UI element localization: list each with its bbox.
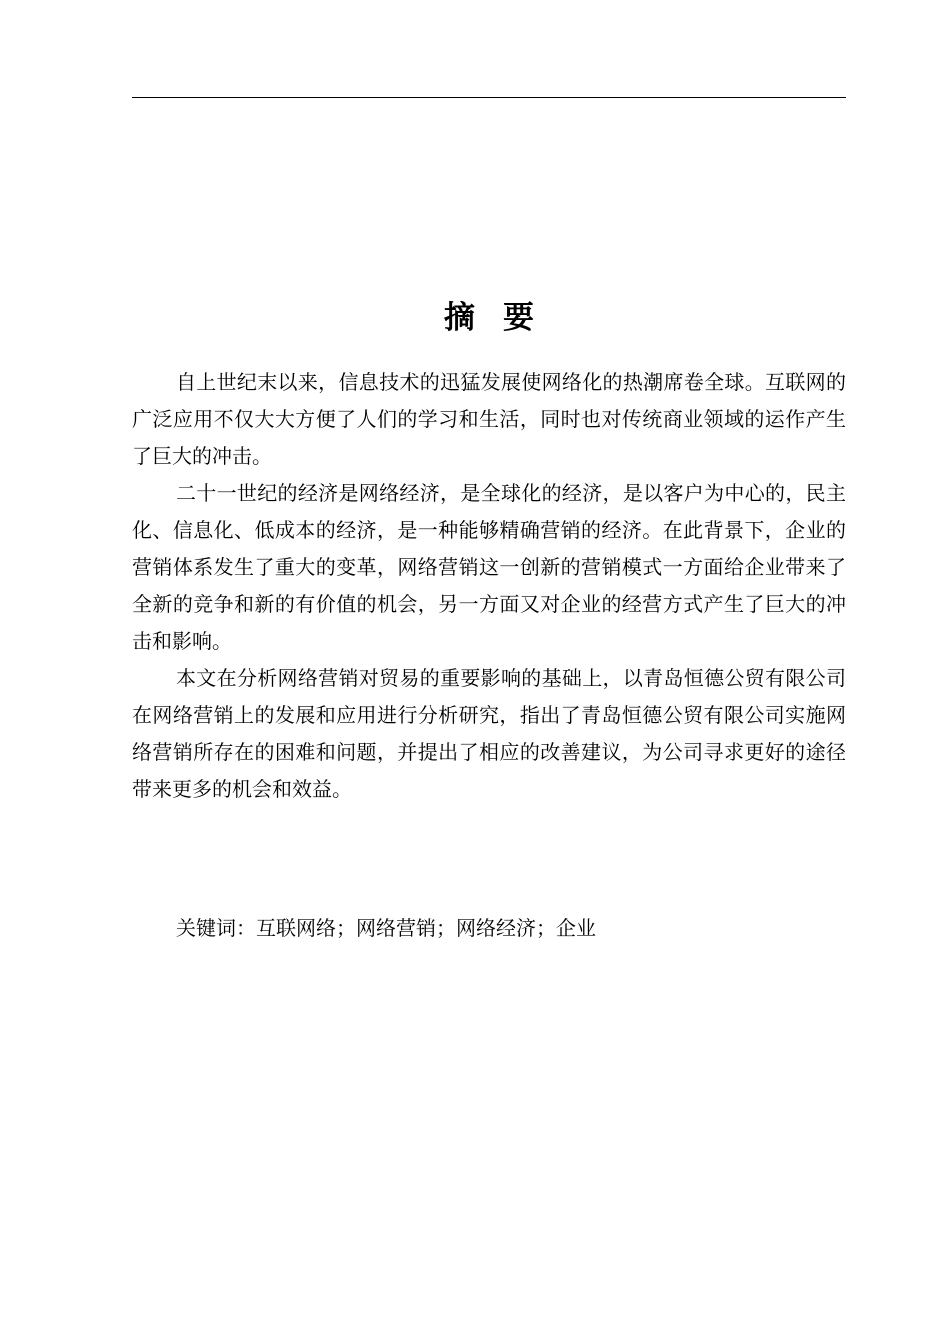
abstract-paragraph-3: 本文在分析网络营销对贸易的重要影响的基础上，以青岛恒德公贸有限公司在网络营销上的发展和应用进行分析研究，指出了青岛恒德公贸有限公司实施网络营销所存在的困难和问题，并提出了相应的改善建议，为公司寻求更好的途径带来更多的机会和效益。 (132, 666, 846, 801)
abstract-paragraph-2: 二十一世纪的经济是网络经济，是全球化的经济，是以客户为中心的，民主化、信息化、低成本的经济，是一种能够精确营销的经济。在此背景下，企业的营销体系发生了重大的变革，网络营销这一创新的营销模式一方面给企业带来了全新的竞争和新的有价值的机会，另一方面又对企业的经营方式产生了巨大的冲击和影响。 (132, 481, 846, 653)
title-char-1: 摘 (444, 300, 475, 336)
abstract-title (132, 297, 846, 339)
title-char-2: 要 (503, 300, 534, 336)
abstract-paragraph-1: 自上世纪末以来，信息技术的迅猛发展使网络化的热潮席卷全球。互联网的广泛应用不仅大大方便了人们的学习和生活，同时也对传统商业领域的运作产生了巨大的冲击。 (132, 370, 846, 468)
header-rule (132, 97, 846, 98)
keywords-label: 关键词： (176, 916, 256, 940)
abstract-body (132, 364, 846, 808)
keywords-line (176, 910, 846, 947)
keywords-values: 互联网络；网络营销；网络经济；企业 (256, 916, 596, 940)
